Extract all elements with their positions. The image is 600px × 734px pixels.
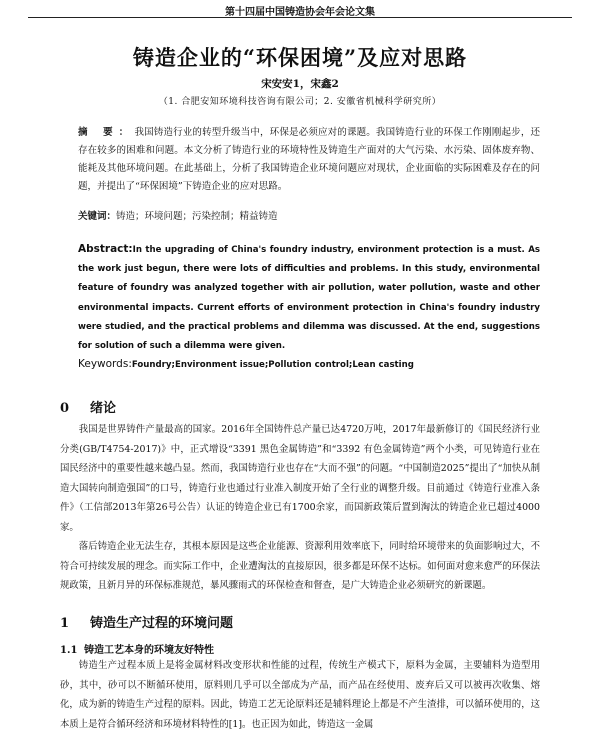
section-0-body	[60, 420, 540, 596]
section-1-heading	[60, 612, 233, 631]
affiliation: （1. 合肥安知环境科技咨询有限公司；2. 安徽省机械科学研究所）	[158, 97, 442, 107]
abstract-zh	[78, 124, 540, 196]
section-0-paragraph-2: 落后铸造企业无法生存，其根本原因是这些企业能源、资源利用效率底下，同时给环境带来的负面影响过大，不符合可持续发展的理念。而实际工作中，企业遭淘汰的直接原因，很多都是环保不达标。如何面对愈来愈严的环保法规政策，且新月异的环保标准规范，暴风骤雨式的环保检查和督查，是广大铸造企业必须研究的新课题。	[60, 541, 540, 591]
abstract-zh-text: 我国铸造行业的转型升级当中，环保是必须应对的课题。我国铸造行业的环保工作刚刚起步，还存在较多的困难和问题。本文分析了铸造行业的环境特性及铸造生产面对的大气污染、水污染、固体废弃物、能耗及其他环境问题。在此基础上，分析了我国铸造企业环境问题应对现状，企业面临的实际困难及存在的问题，并提出了“环保困境”下铸造企业的应对思路。	[78, 127, 540, 192]
keywords-zh	[78, 208, 540, 222]
keywords-en-text: Foundry;Environment issue;Pollution control;Lean casting	[131, 360, 414, 370]
section-1-1-paragraph-1: 铸造生产过程本质上是将金属材料改变形状和性能的过程，传统生产模式下，原料为金属，主要辅料为造型用砂，其中，砂可以不断循环使用，原料则几乎可以全部成为产品，而产品在经使用、废弃后又可以被再次收集、熔化，成为新的铸造生产过程的原料。因此，铸造工艺无论原料还是辅料理论上都是不产生渣排，可以循环使用的，这本质上是符合循环经济和环境材料特性的[1]。也正因为如此，铸造这一金属	[60, 660, 540, 730]
section-0-heading	[60, 397, 116, 416]
keywords-zh-text: 铸造；环境问题；污染控制；精益铸造	[116, 211, 278, 222]
paper-title: 铸造企业的“环保困境”及应对思路	[132, 45, 468, 70]
abstract-en-text: In the upgrading of China's foundry industry, environment protection is a must. As the work just begun, there were lots of difficulties and problems. In this study, environmental feature of foundry was analyzed together with air pollution, water pollution, waste and other environmental impacts. Current efforts of environment protection in China's foundry industry were studied, and the practical problems and dilemma was discussed. At the end, suggestions for solution of such a dilemma were given.	[78, 245, 540, 352]
abstract-en	[78, 240, 540, 356]
section-1-1-heading	[60, 641, 214, 656]
header-rule	[28, 17, 572, 18]
section-1-title: 铸造生产过程的环境问题	[90, 616, 234, 631]
section-1-1-number: 1.1	[60, 645, 78, 656]
keywords-en-label: Keywords:	[78, 358, 132, 370]
abstract-en-label: Abstract:	[78, 243, 133, 255]
running-header: 第十四届中国铸造协会年会论文集	[225, 7, 375, 18]
keywords-zh-label: 关键词：	[78, 211, 117, 222]
section-0-title: 绪论	[90, 401, 117, 416]
section-0-paragraph-1: 我国是世界铸件产量最高的国家。2016年全国铸件总产量已达4720万吨，2017年最新修订的《国民经济行业分类(GB/T4754-2017)》中，正式增设“3391 黑色金属铸造”和“3392 有色金属铸造”两个小类，可见铸造行业在国民经济中的重要性越来越凸显。然而，我国铸造行业也存在“大而不强”的问题。“中国制造2025”提出了“加快从制造大国转向制造强国”的口号，铸造行业也通过行业准入制度开始了全行业的调整升级。目前通过《铸造行业准入条件》（工信部2013年第26号公告）认证的铸造企业已有1700余家，而国新政策后置到淘汰的铸造企业已超过4000家。	[60, 424, 540, 533]
keywords-en	[78, 358, 540, 370]
section-0-number: 0	[60, 401, 70, 416]
abstract-zh-label: 摘 要：	[78, 127, 135, 138]
section-1-1-title: 铸造工艺本身的环境友好特性	[84, 645, 214, 656]
section-1-number: 1	[60, 616, 70, 631]
authors: 宋安安1，宋鑫2	[261, 78, 339, 90]
section-1-1-body	[60, 656, 540, 734]
